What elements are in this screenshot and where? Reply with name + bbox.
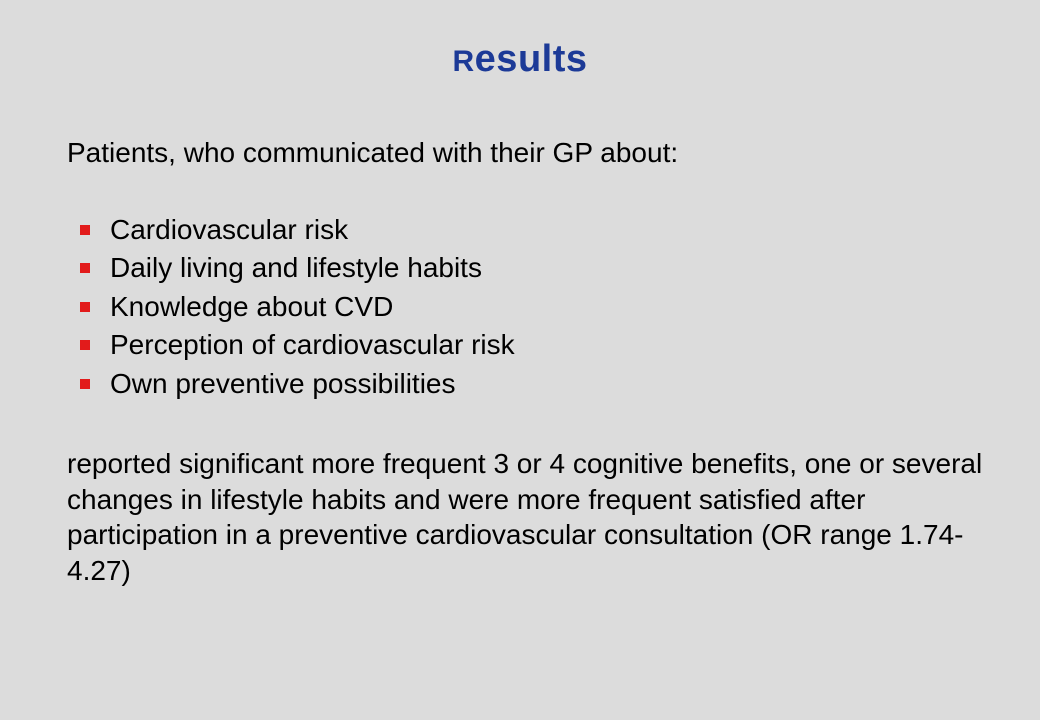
bullet-text: Cardiovascular risk: [110, 214, 349, 245]
bullet-item-knowledge-cvd: [80, 288, 515, 326]
square-bullet-icon: [80, 302, 90, 312]
bullet-item-cardiovascular-risk: [80, 211, 515, 249]
square-bullet-icon: [80, 263, 90, 273]
bullet-text: Own preventive possibilities: [110, 367, 456, 399]
bullet-text: Daily living and lifestyle habits: [110, 252, 482, 284]
bullet-text: Knowledge about CVD: [110, 290, 394, 322]
intro-text: Patients, who communicated with their GP about:: [67, 137, 679, 168]
conclusion-text: reported significant more frequent 3 or 4 cognitive benefits, one or several changes in lifestyle habits and were more frequent satisfied after participation in a preventive cardiovascular consultation (OR range 1.74-4.27): [67, 448, 983, 586]
bullet-item-preventive-possibilities: [80, 365, 515, 403]
slide-title: [0, 38, 1040, 81]
square-bullet-icon: [80, 225, 90, 235]
bullet-list: [80, 211, 515, 403]
slide-title-rest: esults: [474, 38, 588, 80]
square-bullet-icon: [80, 379, 90, 389]
bullet-item-perception-risk: [80, 326, 515, 364]
bullet-text: Perception of cardiovascular risk: [110, 329, 515, 361]
slide-title-initial: R: [452, 45, 475, 78]
bullet-item-daily-living: [80, 249, 515, 287]
square-bullet-icon: [80, 340, 90, 350]
